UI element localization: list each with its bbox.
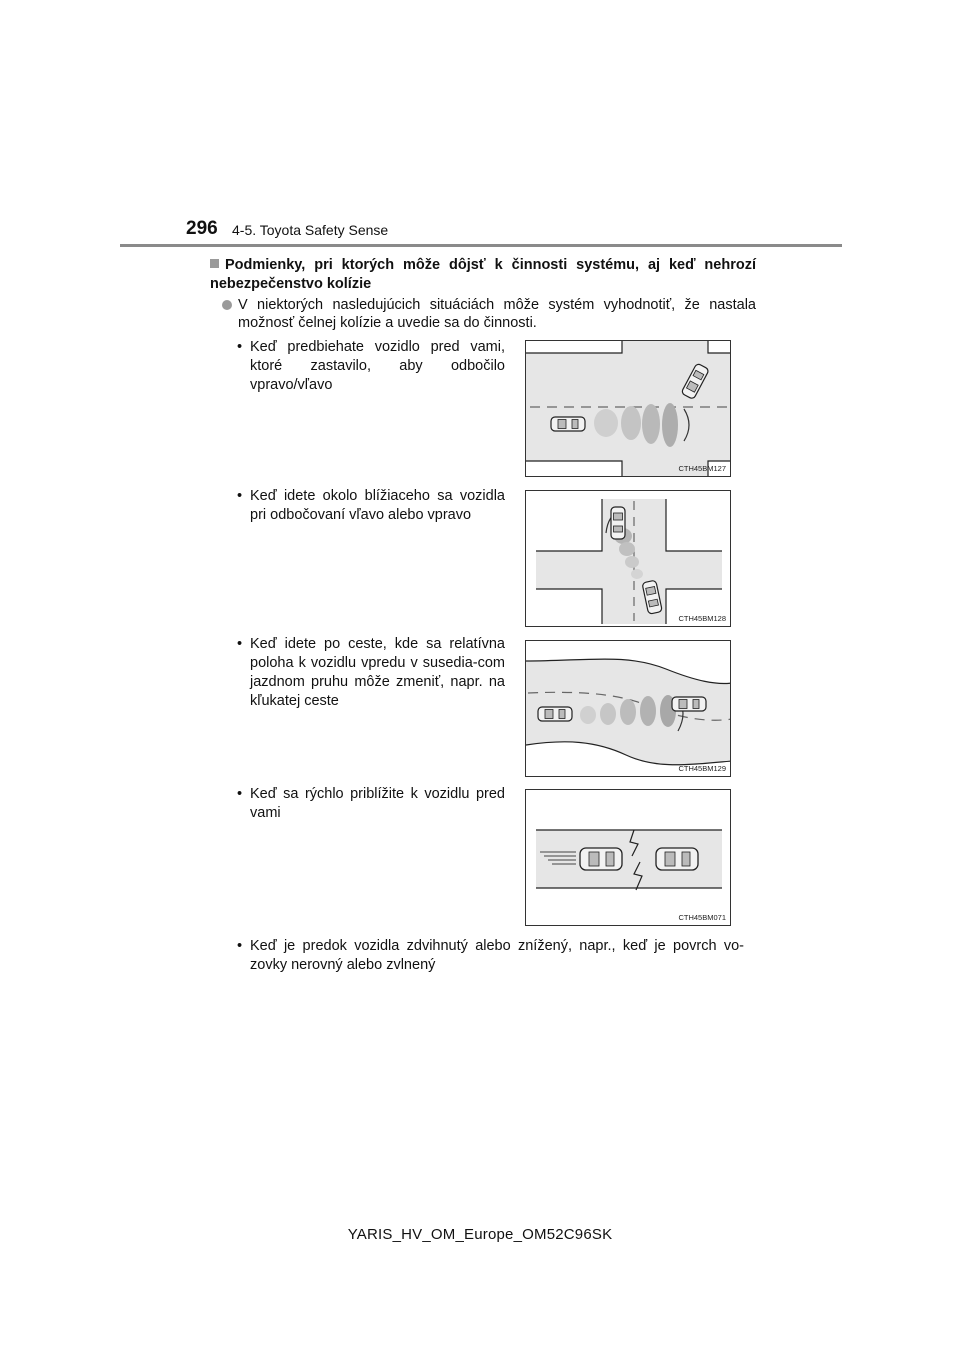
figure-code: CTH45BM127	[678, 464, 726, 473]
bullet-marker: •	[237, 938, 243, 954]
illustration-oncoming-turning-car	[525, 490, 731, 627]
square-bullet-icon	[210, 259, 219, 268]
list-item-text: Keď je predok vozidla zdvihnutý alebo znížený, napr., keď je povrch vo-zovky nerovný alebo zvlnený	[250, 938, 744, 973]
bullet-marker: •	[237, 339, 243, 355]
intro-paragraph	[220, 296, 756, 332]
list-item-text: Keď sa rýchlo priblížite k vozidlu pred vami	[250, 786, 505, 821]
list-item	[237, 785, 505, 823]
header-rule	[120, 244, 842, 247]
section-heading	[210, 256, 756, 294]
section-title: 4-5. Toyota Safety Sense	[232, 222, 389, 238]
list-item	[237, 487, 505, 525]
document-footer: YARIS_HV_OM_Europe_OM52C96SK	[347, 1226, 613, 1243]
circle-bullet-icon	[222, 300, 232, 310]
figure-code: CTH45BM071	[678, 913, 726, 922]
heading-text: Podmienky, pri ktorých môže dôjsť k činnosti systému, aj keď nehrozí nebezpečenstvo kolízie	[210, 257, 756, 292]
illustration-winding-road	[525, 640, 731, 777]
bullet-marker: •	[237, 636, 243, 652]
figure-code: CTH45BM128	[678, 614, 726, 623]
intro-text: V niektorých nasledujúcich situáciách môže systém vyhodnotiť, že nastala možnosť čelnej kolízie a uvedie sa do činnosti.	[238, 297, 756, 331]
illustration-rapid-approach	[525, 789, 731, 926]
list-item-text: Keď idete po ceste, kde sa relatívna poloha k vozidlu vpredu v susedia-com jazdnom pruhu môže zmeniť, napr. na kľukatej ceste	[250, 636, 505, 709]
list-item-text: Keď predbiehate vozidlo pred vami, ktoré zastavilo, aby odbočilo vpravo/vľavo	[250, 339, 505, 393]
list-item	[237, 937, 744, 975]
list-item	[237, 635, 505, 711]
list-item-text: Keď idete okolo blížiaceho sa vozidla pri odbočovaní vľavo alebo vpravo	[250, 488, 505, 523]
list-item	[237, 338, 505, 395]
bullet-marker: •	[237, 786, 243, 802]
page-number: 296	[186, 218, 218, 239]
figure-code: CTH45BM129	[678, 764, 726, 773]
illustration-overtaking-turning-car	[525, 340, 731, 477]
bullet-marker: •	[237, 488, 243, 504]
